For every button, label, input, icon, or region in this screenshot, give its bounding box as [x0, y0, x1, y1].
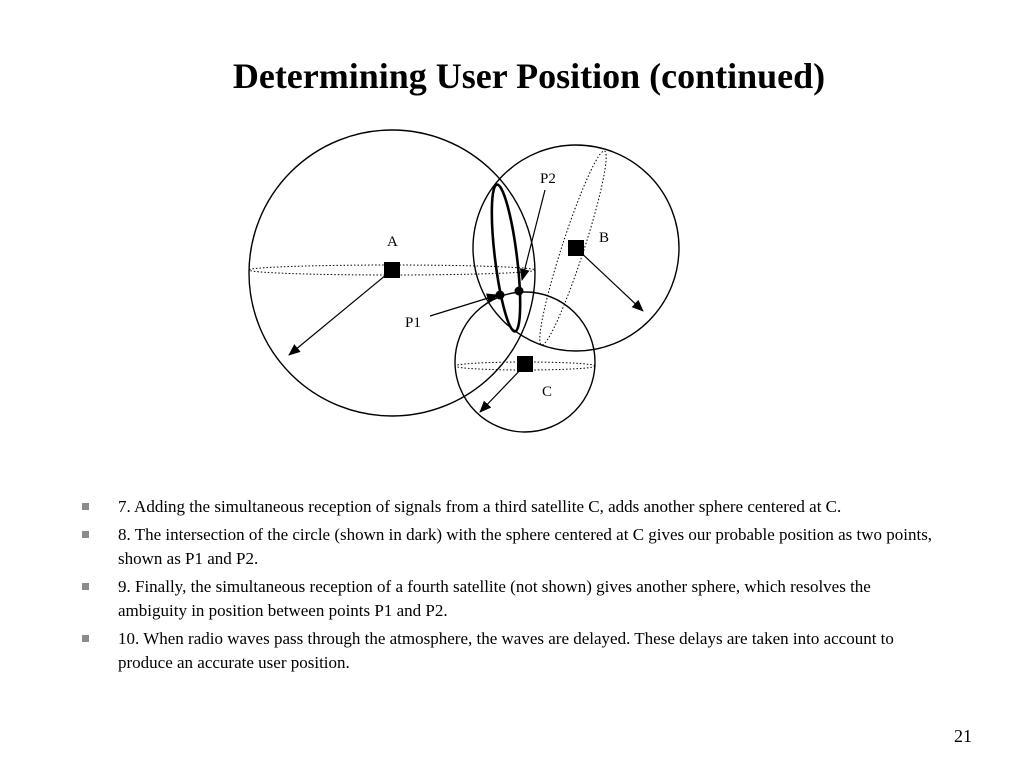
- point-p2: [515, 287, 524, 296]
- label-p2: P2: [540, 171, 556, 187]
- pointer-p2: [522, 190, 545, 280]
- square-bullet-icon: [82, 503, 89, 510]
- radius-arrow-a: [289, 270, 392, 355]
- satellite-b-marker: [568, 240, 584, 256]
- radius-arrow-c: [480, 365, 525, 412]
- satellite-a-marker: [384, 262, 400, 278]
- bullet-text: 9. Finally, the simultaneous reception of a fourth satellite (not shown) gives another sphere, which resolves the ambiguity in position between points P1 and P2.: [118, 577, 871, 620]
- satellite-c-marker: [517, 356, 533, 372]
- label-a: A: [387, 234, 398, 250]
- bullet-text: 8. The intersection of the circle (shown in dark) with the sphere centered at C gives our probable position as two points, shown as P1 and P2.: [118, 525, 933, 568]
- label-c: C: [542, 384, 553, 400]
- point-p1: [496, 291, 505, 300]
- bullet-item: [80, 575, 940, 623]
- label-p1: P1: [405, 315, 421, 331]
- slide-title: Determining User Position (continued): [232, 56, 826, 96]
- square-bullet-icon: [82, 583, 89, 590]
- pointer-p1: [430, 295, 498, 316]
- bullet-list: [80, 495, 940, 679]
- bullet-text: 10. When radio waves pass through the atmosphere, the waves are delayed. These delays are taken into account to produce an accurate user position.: [118, 629, 894, 672]
- bullet-item: [80, 495, 940, 519]
- radius-arrow-b: [576, 248, 643, 311]
- intersection-circle: [486, 183, 526, 333]
- page-number: 21: [954, 726, 972, 746]
- bullet-item: [80, 523, 940, 571]
- square-bullet-icon: [82, 635, 89, 642]
- bullet-item: [80, 627, 940, 675]
- square-bullet-icon: [82, 531, 89, 538]
- bullet-text: 7. Adding the simultaneous reception of signals from a third satellite C, adds another sphere centered at C.: [118, 497, 842, 516]
- label-b: B: [599, 230, 610, 246]
